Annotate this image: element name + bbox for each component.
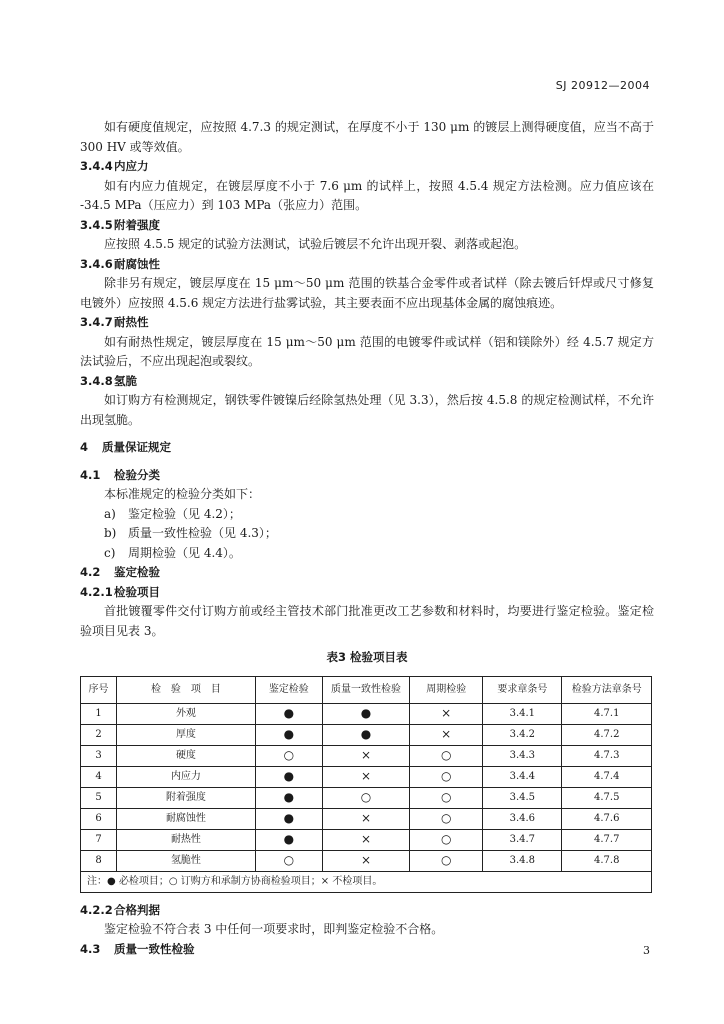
table-cell: 外观 bbox=[117, 703, 256, 724]
table-header-cell: 检验方法章条号 bbox=[562, 676, 652, 703]
table-cell: 耐腐蚀性 bbox=[117, 808, 256, 829]
heading-4-2: 4.2 鉴定检验 bbox=[80, 565, 160, 579]
table-note: 注：● 必检项目；○ 订购方和承制方协商检验项目；× 不检项目。 bbox=[81, 871, 652, 892]
table-cell: 4 bbox=[81, 766, 117, 787]
inspection-table bbox=[80, 676, 652, 893]
table-header-cell: 要求章条号 bbox=[483, 676, 562, 703]
table-cell: ○ bbox=[255, 745, 322, 766]
table-cell: 8 bbox=[81, 850, 117, 871]
table-cell: × bbox=[322, 829, 409, 850]
table-row bbox=[81, 703, 652, 724]
table-cell: 1 bbox=[81, 703, 117, 724]
table-cell: 6 bbox=[81, 808, 117, 829]
table-cell: × bbox=[322, 808, 409, 829]
table-cell: 4.7.7 bbox=[562, 829, 652, 850]
paragraph-hydrogen: 如订购方有检测规定，钢铁零件镀镍后经除氢热处理（见 3.3），然后按 4.5.8 的规定检测试样，不允许出现氢脆。 bbox=[80, 393, 654, 427]
table-note-row bbox=[81, 871, 652, 892]
table-row bbox=[81, 829, 652, 850]
table-cell: 4.7.8 bbox=[562, 850, 652, 871]
list-item: b) 质量一致性检验（见 4.3）； bbox=[104, 526, 277, 540]
table-cell: ○ bbox=[410, 808, 483, 829]
table-cell: 4.7.3 bbox=[562, 745, 652, 766]
table-cell: ○ bbox=[255, 850, 322, 871]
standard-number: SJ 20912—2004 bbox=[555, 79, 650, 92]
table-cell: 厚度 bbox=[117, 724, 256, 745]
table-cell: 氢脆性 bbox=[117, 850, 256, 871]
heading-3-4-5: 3.4.5附着强度 bbox=[80, 217, 160, 232]
table-cell: × bbox=[322, 766, 409, 787]
table-cell: ● bbox=[255, 787, 322, 808]
table-cell: ● bbox=[255, 724, 322, 745]
table-cell: 2 bbox=[81, 724, 117, 745]
table-header-cell: 鉴定检验 bbox=[255, 676, 322, 703]
table-header-row bbox=[81, 676, 652, 703]
paragraph-heat-resistance: 如有耐热性规定，镀层厚度在 15 μm～50 μm 范围的电镀零件或试样（铝和镁除外）经 4.5.7 规定方法试验后，不应出现起泡或裂纹。 bbox=[80, 334, 654, 368]
table-cell: 4.7.5 bbox=[562, 787, 652, 808]
table-cell: ○ bbox=[410, 850, 483, 871]
table-cell: ○ bbox=[410, 745, 483, 766]
paragraph-internal-stress: 如有内应力值规定，在镀层厚度不小于 7.6 μm 的试样上，按照 4.5.4 规定方法检测。应力值应该在 -34.5 MPa（压应力）到 103 MPa（张应力）范围。 bbox=[80, 178, 654, 212]
table-cell: 3.4.7 bbox=[483, 829, 562, 850]
table-header-cell: 检 验 项 目 bbox=[117, 676, 256, 703]
heading-4: 4 质量保证规定 bbox=[80, 440, 171, 454]
paragraph-classification: 本标准规定的检验分类如下： bbox=[104, 487, 261, 501]
table-cell: 7 bbox=[81, 829, 117, 850]
table-cell: 耐热性 bbox=[117, 829, 256, 850]
table-cell: 4.7.4 bbox=[562, 766, 652, 787]
table-cell: 4.7.1 bbox=[562, 703, 652, 724]
list-item: c) 周期检验（见 4.4）。 bbox=[104, 545, 241, 560]
table-row bbox=[81, 766, 652, 787]
paragraph-adhesion: 应按照 4.5.5 规定的试验方法测试，试验后镀层不允许出现开裂、剥落或起泡。 bbox=[104, 237, 527, 251]
heading-4-2-2: 4.2.2合格判据 bbox=[80, 902, 160, 917]
table-cell: × bbox=[322, 850, 409, 871]
table-cell: 3 bbox=[81, 745, 117, 766]
paragraph-inspection-items: 首批镀覆零件交付订购方前或经主管技术部门批准更改工艺参数和材料时，均要进行鉴定检验。鉴定检验项目见表 3。 bbox=[80, 604, 654, 638]
table-cell: ● bbox=[255, 829, 322, 850]
paragraph-corrosion: 除非另有规定，镀层厚度在 15 μm～50 μm 范围的铁基合金零件或者试样（除去镀后钎焊或尺寸修复电镀外）应按照 4.5.6 规定方法进行盐雾试验，其主要表面不应出现基体金属的腐蚀痕迹。 bbox=[80, 276, 654, 310]
table-row bbox=[81, 808, 652, 829]
heading-3-4-6: 3.4.6耐腐蚀性 bbox=[80, 256, 160, 271]
heading-3-4-7: 3.4.7耐热性 bbox=[80, 315, 149, 329]
table-header-cell: 序号 bbox=[81, 676, 117, 703]
heading-3-4-8: 3.4.8氢脆 bbox=[80, 373, 137, 388]
table-cell: ● bbox=[322, 724, 409, 745]
table-cell: 3.4.8 bbox=[483, 850, 562, 871]
table-cell: 3.4.1 bbox=[483, 703, 562, 724]
table-cell: 3.4.5 bbox=[483, 787, 562, 808]
heading-4-3: 4.3 质量一致性检验 bbox=[80, 941, 195, 956]
table-row bbox=[81, 745, 652, 766]
table-cell: 附着强度 bbox=[117, 787, 256, 808]
table-cell: 5 bbox=[81, 787, 117, 808]
table-caption: 表3 检验项目表 bbox=[326, 650, 408, 664]
table-cell: 3.4.4 bbox=[483, 766, 562, 787]
table-cell: ○ bbox=[322, 787, 409, 808]
page-number: 3 bbox=[643, 944, 650, 957]
heading-4-2-1: 4.2.1检验项目 bbox=[80, 584, 160, 599]
table-cell: 硬度 bbox=[117, 745, 256, 766]
paragraph-hardness: 如有硬度值规定，应按照 4.7.3 的规定测试，在厚度不小于 130 μm 的镀层上测得硬度值，应当不高于 300 HV 或等效值。 bbox=[80, 120, 654, 154]
table-cell: 4.7.2 bbox=[562, 724, 652, 745]
table-cell: ● bbox=[255, 808, 322, 829]
table-header-cell: 周期检验 bbox=[410, 676, 483, 703]
heading-3-4-4: 3.4.4内应力 bbox=[80, 159, 149, 173]
table-cell: 内应力 bbox=[117, 766, 256, 787]
table-cell: 4.7.6 bbox=[562, 808, 652, 829]
table-cell: ○ bbox=[410, 766, 483, 787]
table-cell: ● bbox=[255, 703, 322, 724]
table-cell: ● bbox=[255, 766, 322, 787]
table-row bbox=[81, 724, 652, 745]
list-item: a) 鉴定检验（见 4.2）； bbox=[104, 506, 241, 521]
table-cell: × bbox=[410, 724, 483, 745]
table-cell: 3.4.3 bbox=[483, 745, 562, 766]
heading-4-1: 4.1 检验分类 bbox=[80, 467, 160, 482]
page-content bbox=[80, 118, 654, 959]
table-cell: × bbox=[410, 703, 483, 724]
table-cell: ● bbox=[322, 703, 409, 724]
table-cell: ○ bbox=[410, 829, 483, 850]
table-header-cell: 质量一致性检验 bbox=[322, 676, 409, 703]
table-row bbox=[81, 850, 652, 871]
table-cell: 3.4.2 bbox=[483, 724, 562, 745]
paragraph-criteria: 鉴定检验不符合表 3 中任何一项要求时，即判鉴定检验不合格。 bbox=[104, 922, 444, 936]
table-cell: ○ bbox=[410, 787, 483, 808]
table-row bbox=[81, 787, 652, 808]
table-cell: × bbox=[322, 745, 409, 766]
table-cell: 3.4.6 bbox=[483, 808, 562, 829]
